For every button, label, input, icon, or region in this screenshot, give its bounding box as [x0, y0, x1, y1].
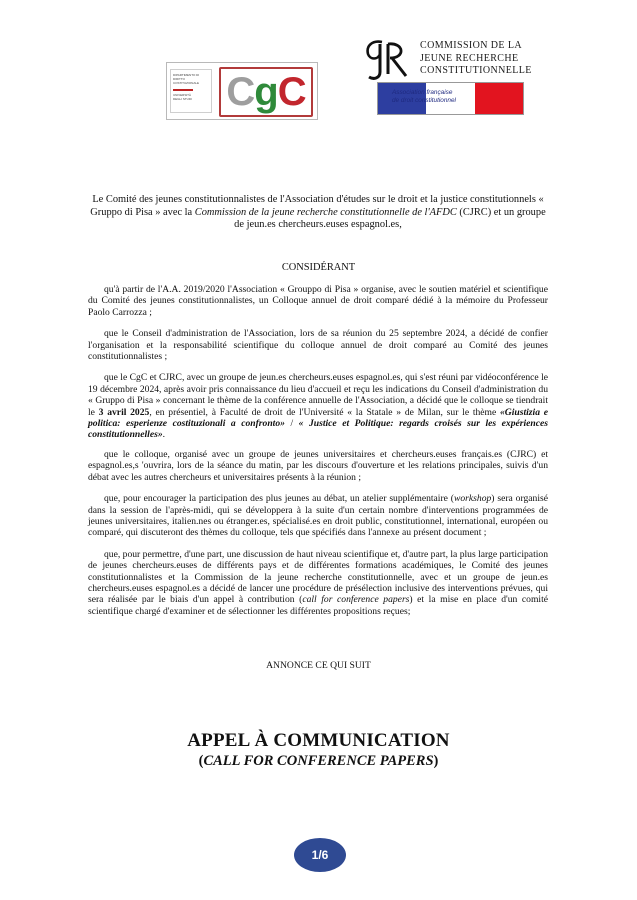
document-title: APPEL À COMMUNICATION	[187, 730, 450, 751]
univ-line: UNIVERSITÀ	[173, 93, 192, 97]
p3-text: .	[162, 429, 166, 441]
cjrc-name	[420, 40, 538, 78]
afdc-line: de droit constitutionnel	[392, 97, 456, 104]
p3-text: que le CgC et CJRC, avec un groupe de jeun.es chercheurs.euses espagnol.es, qui s'est réuni par vidéoconférence le 19 décembre 2024, après avoir pris connaissance du lieu d'accueil et reçu les indications du Conseil d'administration du « Gruppo di Pisa » concernant le thème de la conférence annuelle de l'Association, a décidé que le colloque se tiendrait le	[88, 372, 548, 418]
afdc-flag-logo	[377, 82, 524, 115]
paragraph-6	[88, 549, 548, 617]
p3-text: , en présentiel, à Faculté de droit de l'Université « la Statale » de Milan, sur le thème	[149, 406, 500, 418]
univ-divider	[173, 89, 193, 91]
paragraph-3	[88, 372, 548, 440]
intro-text: Le Comité des jeunes constitutionnalistes de l'Association d'études sur le droit et la justice constitutionnels « Gruppo di Pisa » avec la	[90, 194, 544, 218]
paragraph-4: que le colloque, organisé avec un groupe de jeunes universitaires et chercheurs.euses français.es (CJRC) et espagnol.es,s 'ouvrira, lors de la séance du matin, par les discours d'ouverture et les relations principales, suivis d'un débat avec les autres chercheurs et universitaires présents à la réunion ;	[88, 448, 548, 483]
p3-separator: /	[284, 418, 299, 430]
flag-red-band	[475, 83, 523, 114]
considerant-heading: CONSIDÉRANT	[281, 262, 356, 273]
jr-monogram-icon	[360, 38, 416, 82]
call-term: call for conference papers	[302, 594, 410, 606]
paragraph-1: qu'à partir de l'A.A. 2019/2020 l'Association « Grouppo di Pisa » organise, avec le soutien matériel et scientifique du Comité des jeunes constitutionnalistes, un Colloque annuel de droit comparé dédié à la mémoire du Professeur Paolo Carrozza ;	[88, 284, 548, 318]
cgc-letter: g	[254, 69, 278, 114]
cgc-letter: C	[226, 69, 255, 114]
paragraph-5	[88, 493, 548, 539]
intro-paragraph	[88, 194, 548, 232]
p5-text: ) sera organisé dans la session de l'après-midi, qui se développera à la suite d'un certain nombre d'interventions programmées de jeunes universitaires, italien.nes ou étranger.es, spécialisé.es en droit public, constitutionnel, international, européen ou comparé, qui discuteront des thèmes du colloque, tels que spécifiés dans l'annexe au présent document ;	[88, 493, 548, 539]
theme-french: « Justice et Politique: regards croisés sur les expériences constitutionnelles»	[88, 418, 548, 441]
theme-italian: «Giustizia e politica: esperienze costituzionali a confronto»	[88, 406, 548, 430]
intro-text: (CJRC) et un groupe de jeun.es chercheurs.euses espagnol.es,	[234, 206, 546, 231]
p5-text: que, pour encourager la participation des plus jeunes au débat, un atelier supplémentaire (	[104, 493, 454, 505]
afdc-label	[392, 89, 482, 105]
intro-commission: Commission de la jeune recherche constitutionnelle de l'AFDC	[194, 206, 457, 218]
subtitle-text: CALL FOR CONFERENCE PAPERS	[203, 753, 434, 769]
colloquium-date: 3 avril 2025	[98, 406, 150, 418]
subtitle-paren: )	[433, 753, 439, 769]
p6-text: ) et la mise en place d'un comité scientifique chargé d'examiner et de sélectionner les différentes propositions reçues;	[88, 594, 549, 617]
p6-text: que, pour permettre, d'une part, une discussion de haut niveau scientifique et, d'autre part, la plus large participation de jeunes chercheurs.euses de différents pays et de différentes formations académiques, le Comité des jeunes constitutionnalistes et la Commission de la jeune recherche constitutionnelle, avec et un groupe de jeun.es chercheurs.euses espagnol.es a décidé de lancer une procédure de présélection inclusive des interventions prévues, qui sera réalisée par le biais d'un appel à contribution (	[88, 548, 548, 606]
workshop-term: workshop	[453, 493, 492, 505]
cgc-logo	[219, 67, 313, 117]
page-number-badge: 1/6	[294, 838, 346, 872]
univ-line: DIPARTIMENTO DI	[173, 73, 200, 77]
cjrc-line: COMMISSION DE LA	[420, 40, 522, 51]
annonce-heading: ANNONCE CE QUI SUIT	[266, 660, 371, 671]
university-department-logo	[170, 69, 212, 113]
univ-line: DIRITTO	[173, 77, 185, 81]
subtitle-paren: (	[198, 753, 204, 769]
univ-line: COSTITUZIONALE	[173, 81, 200, 85]
afdc-line: Association française	[392, 89, 453, 96]
document-subtitle	[0, 753, 637, 770]
cgc-letter: C	[277, 69, 306, 114]
univ-line: DEGLI STUDI	[173, 97, 192, 101]
paragraph-2: que le Conseil d'administration de l'Association, lors de sa réunion du 25 septembre 2024, a décidé de confier l'organisation et la responsabilité scientifique du colloque annuel de droit comparé au Comité des jeunes constitutionnalistes ;	[88, 328, 548, 363]
cjrc-line: CONSTITUTIONNELLE	[420, 65, 532, 76]
cjrc-line: JEUNE RECHERCHE	[420, 52, 519, 64]
considerations-body	[88, 284, 548, 627]
gruppo-di-pisa-logos	[166, 62, 318, 120]
cjrc-logo	[360, 38, 540, 118]
